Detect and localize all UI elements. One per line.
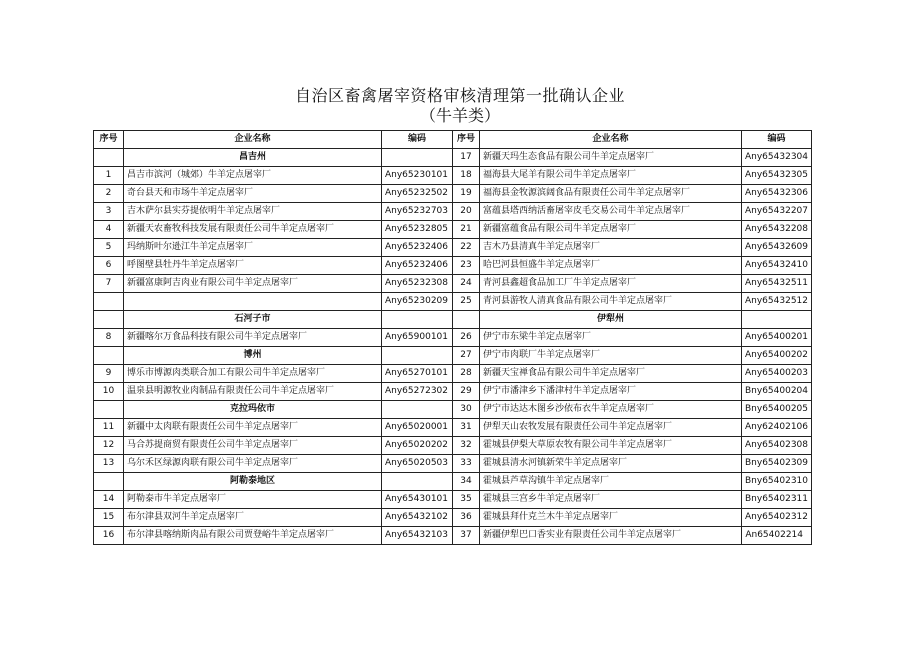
region-heading: 伊犁州 (480, 311, 742, 329)
enterprise-name: 新疆天农畜牧科技发展有限责任公司牛羊定点屠宰厂 (124, 221, 382, 239)
row-number: 35 (453, 491, 480, 509)
enterprise-code: Any65270101 (382, 365, 453, 383)
empty-cell (382, 473, 453, 491)
enterprise-name: 青河县鑫超食品加工厂牛羊定点屠宰厂 (480, 275, 742, 293)
enterprise-name: 吉木乃县清真牛羊定点屠宰厂 (480, 239, 742, 257)
enterprise-code: Bny65402311 (742, 491, 812, 509)
enterprise-name: 新疆喀尔万食品科技有限公司牛羊定点屠宰厂 (124, 329, 382, 347)
row-number: 15 (94, 509, 124, 527)
row-number (94, 293, 124, 311)
empty-cell (453, 311, 480, 329)
row-number: 37 (453, 527, 480, 545)
enterprise-name: 福海县大尾羊有限公司牛羊定点屠宰厂 (480, 167, 742, 185)
enterprise-code: Any65232406 (382, 239, 453, 257)
row-number: 10 (94, 383, 124, 401)
table-row (94, 347, 812, 365)
table-row (94, 239, 812, 257)
table-row (94, 509, 812, 527)
enterprise-code: Any65432609 (742, 239, 812, 257)
table-row (94, 437, 812, 455)
enterprise-code: Any65432410 (742, 257, 812, 275)
enterprise-code: Bny65400205 (742, 401, 812, 419)
enterprise-code: Any65432512 (742, 293, 812, 311)
region-heading: 石河子市 (124, 311, 382, 329)
row-number: 19 (453, 185, 480, 203)
enterprise-name: 新疆富康阿吉肉业有限公司牛羊定点屠宰厂 (124, 275, 382, 293)
row-number: 28 (453, 365, 480, 383)
row-number: 12 (94, 437, 124, 455)
enterprise-name: 新疆天玛生态食品有限公司牛羊定点屠宰厂 (480, 149, 742, 167)
enterprise-name: 博乐市博源肉类联合加工有限公司牛羊定点屠宰厂 (124, 365, 382, 383)
enterprise-name: 哈巴河县恒盛牛羊定点屠宰厂 (480, 257, 742, 275)
enterprise-name: 福海县金牧源滨阔食品有限责任公司牛羊定点屠宰厂 (480, 185, 742, 203)
enterprise-code: Any65900101 (382, 329, 453, 347)
empty-cell (382, 311, 453, 329)
table-row (94, 275, 812, 293)
enterprise-code: Any65232308 (382, 275, 453, 293)
enterprise-name: 伊宁市东梁牛羊定点屠宰厂 (480, 329, 742, 347)
table-row (94, 419, 812, 437)
region-heading: 阿勒泰地区 (124, 473, 382, 491)
enterprise-name: 温泉县明源牧业肉制品有限责任公司牛羊定点屠宰厂 (124, 383, 382, 401)
enterprise-code: Any65232703 (382, 203, 453, 221)
enterprise-code: Any65432102 (382, 509, 453, 527)
enterprise-name: 新疆富蕴食品有限公司牛羊定点屠宰厂 (480, 221, 742, 239)
header-code: 编码 (382, 131, 453, 149)
table-row (94, 329, 812, 347)
enterprise-code: Any65272302 (382, 383, 453, 401)
enterprise-name: 富蕴县塔西纳活畜屠宰皮毛交易公司牛羊定点屠宰厂 (480, 203, 742, 221)
enterprise-code: Any65020503 (382, 455, 453, 473)
row-number: 20 (453, 203, 480, 221)
enterprise-code: Any65432207 (742, 203, 812, 221)
enterprise-code: Any65432103 (382, 527, 453, 545)
enterprise-table (93, 130, 812, 545)
enterprise-name: 阿勒泰市牛羊定点屠宰厂 (124, 491, 382, 509)
enterprise-name: 昌吉市滨河（城郊）牛羊定点屠宰厂 (124, 167, 382, 185)
enterprise-code: Any65020001 (382, 419, 453, 437)
header-code: 编码 (742, 131, 812, 149)
empty-cell (382, 401, 453, 419)
empty-cell (382, 149, 453, 167)
enterprise-code: Any65232502 (382, 185, 453, 203)
empty-cell (94, 149, 124, 167)
enterprise-name: 奇台县天和市场牛羊定点屠宰厂 (124, 185, 382, 203)
enterprise-name: 伊宁市肉联厂牛羊定点屠宰厂 (480, 347, 742, 365)
enterprise-name: 伊宁市达达木图乡沙依布衣牛羊定点屠宰厂 (480, 401, 742, 419)
region-heading: 昌吉州 (124, 149, 382, 167)
row-number: 24 (453, 275, 480, 293)
enterprise-name: 霍城县三宫乡牛羊定点屠宰厂 (480, 491, 742, 509)
region-heading: 博州 (124, 347, 382, 365)
row-number: 5 (94, 239, 124, 257)
enterprise-name: 马合苏提商贸有限责任公司牛羊定点屠宰厂 (124, 437, 382, 455)
row-number: 33 (453, 455, 480, 473)
enterprise-name: 新疆伊犁巴口香实业有限责任公司牛羊定点屠宰厂 (480, 527, 742, 545)
enterprise-code: Any65430101 (382, 491, 453, 509)
enterprise-name: 霍城县拜什克兰木牛羊定点屠宰厂 (480, 509, 742, 527)
enterprise-code: Any65230101 (382, 167, 453, 185)
enterprise-name: 布尔津县双河牛羊定点屠宰厂 (124, 509, 382, 527)
table-row (94, 401, 812, 419)
row-number: 25 (453, 293, 480, 311)
enterprise-name: 伊宁市潘津乡下潘津村牛羊定点屠宰厂 (480, 383, 742, 401)
table-row (94, 149, 812, 167)
table-row (94, 527, 812, 545)
row-number: 17 (453, 149, 480, 167)
table-row (94, 311, 812, 329)
enterprise-code: Any65432306 (742, 185, 812, 203)
empty-cell (742, 311, 812, 329)
page-title: 自治区畜禽屠宰资格审核清理第一批确认企业 (294, 86, 625, 105)
enterprise-code: Any65230209 (382, 293, 453, 311)
row-number: 7 (94, 275, 124, 293)
enterprise-code: Any65400203 (742, 365, 812, 383)
enterprise-name: 呼图壁县牡丹牛羊定点屠宰厂 (124, 257, 382, 275)
row-number: 16 (94, 527, 124, 545)
enterprise-code: Any65232805 (382, 221, 453, 239)
row-number: 21 (453, 221, 480, 239)
row-number: 2 (94, 185, 124, 203)
region-heading: 克拉玛依市 (124, 401, 382, 419)
table-row (94, 365, 812, 383)
table-row (94, 221, 812, 239)
row-number: 18 (453, 167, 480, 185)
empty-cell (94, 401, 124, 419)
empty-cell (94, 473, 124, 491)
enterprise-name: 新疆中太肉联有限责任公司牛羊定点屠宰厂 (124, 419, 382, 437)
enterprise-code: Any65432208 (742, 221, 812, 239)
row-number: 26 (453, 329, 480, 347)
row-number: 11 (94, 419, 124, 437)
row-number: 30 (453, 401, 480, 419)
enterprise-code: Bny65400204 (742, 383, 812, 401)
enterprise-name: 乌尔禾区绿源肉联有限公司牛羊定点屠宰厂 (124, 455, 382, 473)
enterprise-name: 新疆天宝禅食品有限公司牛羊定点屠宰厂 (480, 365, 742, 383)
enterprise-code: Any65020202 (382, 437, 453, 455)
row-number: 13 (94, 455, 124, 473)
enterprise-code: Bny65402309 (742, 455, 812, 473)
row-number: 8 (94, 329, 124, 347)
row-number: 29 (453, 383, 480, 401)
row-number: 27 (453, 347, 480, 365)
enterprise-name: 青河县游牧人清真食品有限公司牛羊定点屠宰厂 (480, 293, 742, 311)
enterprise-name: 霍城县芦草沟镇牛羊定点屠宰厂 (480, 473, 742, 491)
row-number: 32 (453, 437, 480, 455)
row-number: 22 (453, 239, 480, 257)
row-number: 9 (94, 365, 124, 383)
enterprise-code: Any65400201 (742, 329, 812, 347)
table-row (94, 491, 812, 509)
row-number: 1 (94, 167, 124, 185)
enterprise-code: Any65400202 (742, 347, 812, 365)
enterprise-code: Any65402312 (742, 509, 812, 527)
page-subtitle: （牛羊类） (419, 106, 500, 125)
enterprise-name (124, 293, 382, 311)
table-row (94, 473, 812, 491)
table-row (94, 167, 812, 185)
empty-cell (382, 347, 453, 365)
enterprise-code: Any65402308 (742, 437, 812, 455)
header-no: 序号 (453, 131, 480, 149)
enterprise-name: 伊犁天山农牧发展有限责任公司牛羊定点屠宰厂 (480, 419, 742, 437)
empty-cell (94, 311, 124, 329)
enterprise-name: 霍城县伊梨大草原农牧有限公司牛羊定点屠宰厂 (480, 437, 742, 455)
table-header-row (94, 131, 812, 149)
row-number: 6 (94, 257, 124, 275)
table-row (94, 383, 812, 401)
table-row (94, 293, 812, 311)
header-no: 序号 (94, 131, 124, 149)
enterprise-code: Any65432511 (742, 275, 812, 293)
row-number: 36 (453, 509, 480, 527)
enterprise-code: An65402214 (742, 527, 812, 545)
table-row (94, 257, 812, 275)
table-row (94, 185, 812, 203)
enterprise-name: 吉木萨尔县实芬提依明牛羊定点屠宰厂 (124, 203, 382, 221)
enterprise-code: Any62402106 (742, 419, 812, 437)
row-number: 31 (453, 419, 480, 437)
table-row (94, 203, 812, 221)
enterprise-code: Any65432305 (742, 167, 812, 185)
enterprise-code: Any65432304 (742, 149, 812, 167)
header-name: 企业名称 (480, 131, 742, 149)
row-number: 34 (453, 473, 480, 491)
row-number: 4 (94, 221, 124, 239)
header-name: 企业名称 (124, 131, 382, 149)
row-number: 3 (94, 203, 124, 221)
row-number: 14 (94, 491, 124, 509)
enterprise-name: 玛纳斯叶尔逊江牛羊定点屠宰厂 (124, 239, 382, 257)
enterprise-code: Any65232406 (382, 257, 453, 275)
table-row (94, 455, 812, 473)
enterprise-name: 布尔津县喀纳斯肉品有限公司贾登峪牛羊定点屠宰厂 (124, 527, 382, 545)
row-number: 23 (453, 257, 480, 275)
enterprise-name: 霍城县清水河镇新荣牛羊定点屠宰厂 (480, 455, 742, 473)
enterprise-code: Bny65402310 (742, 473, 812, 491)
empty-cell (94, 347, 124, 365)
